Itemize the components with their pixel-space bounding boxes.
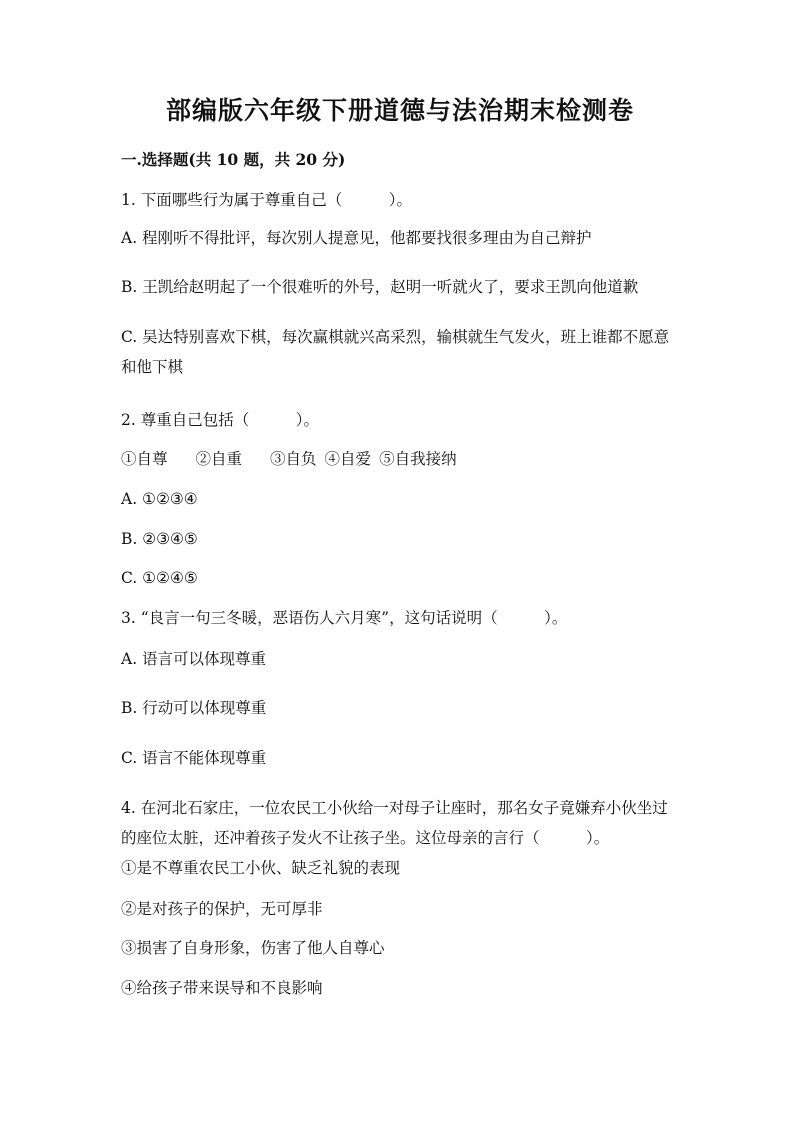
section-heading: 一.选择题(共 10 题，共 20 分): [121, 150, 346, 169]
question-4-statement-4: ④给孩子带来误导和不良影响: [121, 979, 323, 997]
question-2-items: [121, 444, 681, 474]
question-3-option-a: A. 语言可以体现尊重: [121, 650, 267, 668]
question-1-option-c: C. 吴达特别喜欢下棋，每次赢棋就兴高采烈，输棋就生气发火，班上谁都不愿意和他下棋: [121, 328, 670, 376]
question-2-item-3: ③自负: [270, 450, 317, 468]
question-3-stem: 3. “良言一句三冬暖，恶语伤人六月寒”，这句话说明（ ）。: [121, 609, 568, 627]
question-2-option-b: B. ②③④⑤: [121, 530, 198, 548]
question-2-item-1: ①自尊: [121, 450, 168, 468]
page-title: 部编版六年级下册道德与法治期末检测卷: [165, 96, 634, 125]
question-2-item-4: ④自爱: [324, 450, 372, 468]
question-2-item-2: ②自重: [195, 450, 243, 468]
question-2-stem: 2. 尊重自己包括（ ）。: [121, 411, 319, 429]
question-4-statement-3: ③损害了自身形象，伤害了他人自尊心: [121, 939, 385, 957]
question-1-option-b: B. 王凯给赵明起了一个很难听的外号，赵明一听就火了，要求王凯向他道歉: [121, 278, 639, 296]
question-3-option-b: B. 行动可以体现尊重: [121, 699, 267, 717]
question-2-option-c: C. ①②④⑤: [121, 569, 198, 587]
question-1-option-a: A. 程刚听不得批评，每次别人提意见，他都要找很多理由为自己辩护: [121, 229, 592, 247]
question-4-statement-1: ①是不尊重农民工小伙、缺乏礼貌的表现: [121, 859, 401, 877]
question-3-option-c: C. 语言不能体现尊重: [121, 749, 267, 767]
question-2-option-a: A. ①②③④: [121, 490, 198, 508]
question-4-stem: 4. 在河北石家庄，一位农民工小伙给一对母子让座时，那名女子竟嫌弃小伙坐过的座位太脏，还冲着孩子发火不让孩子坐。这位母亲的言行（ ）。: [121, 799, 668, 847]
question-4-statement-2: ②是对孩子的保护，无可厚非: [121, 900, 323, 918]
question-2-item-5: ⑤自我接纳: [379, 450, 457, 468]
question-1-stem: 1. 下面哪些行为属于尊重自己（ ）。: [121, 191, 412, 209]
